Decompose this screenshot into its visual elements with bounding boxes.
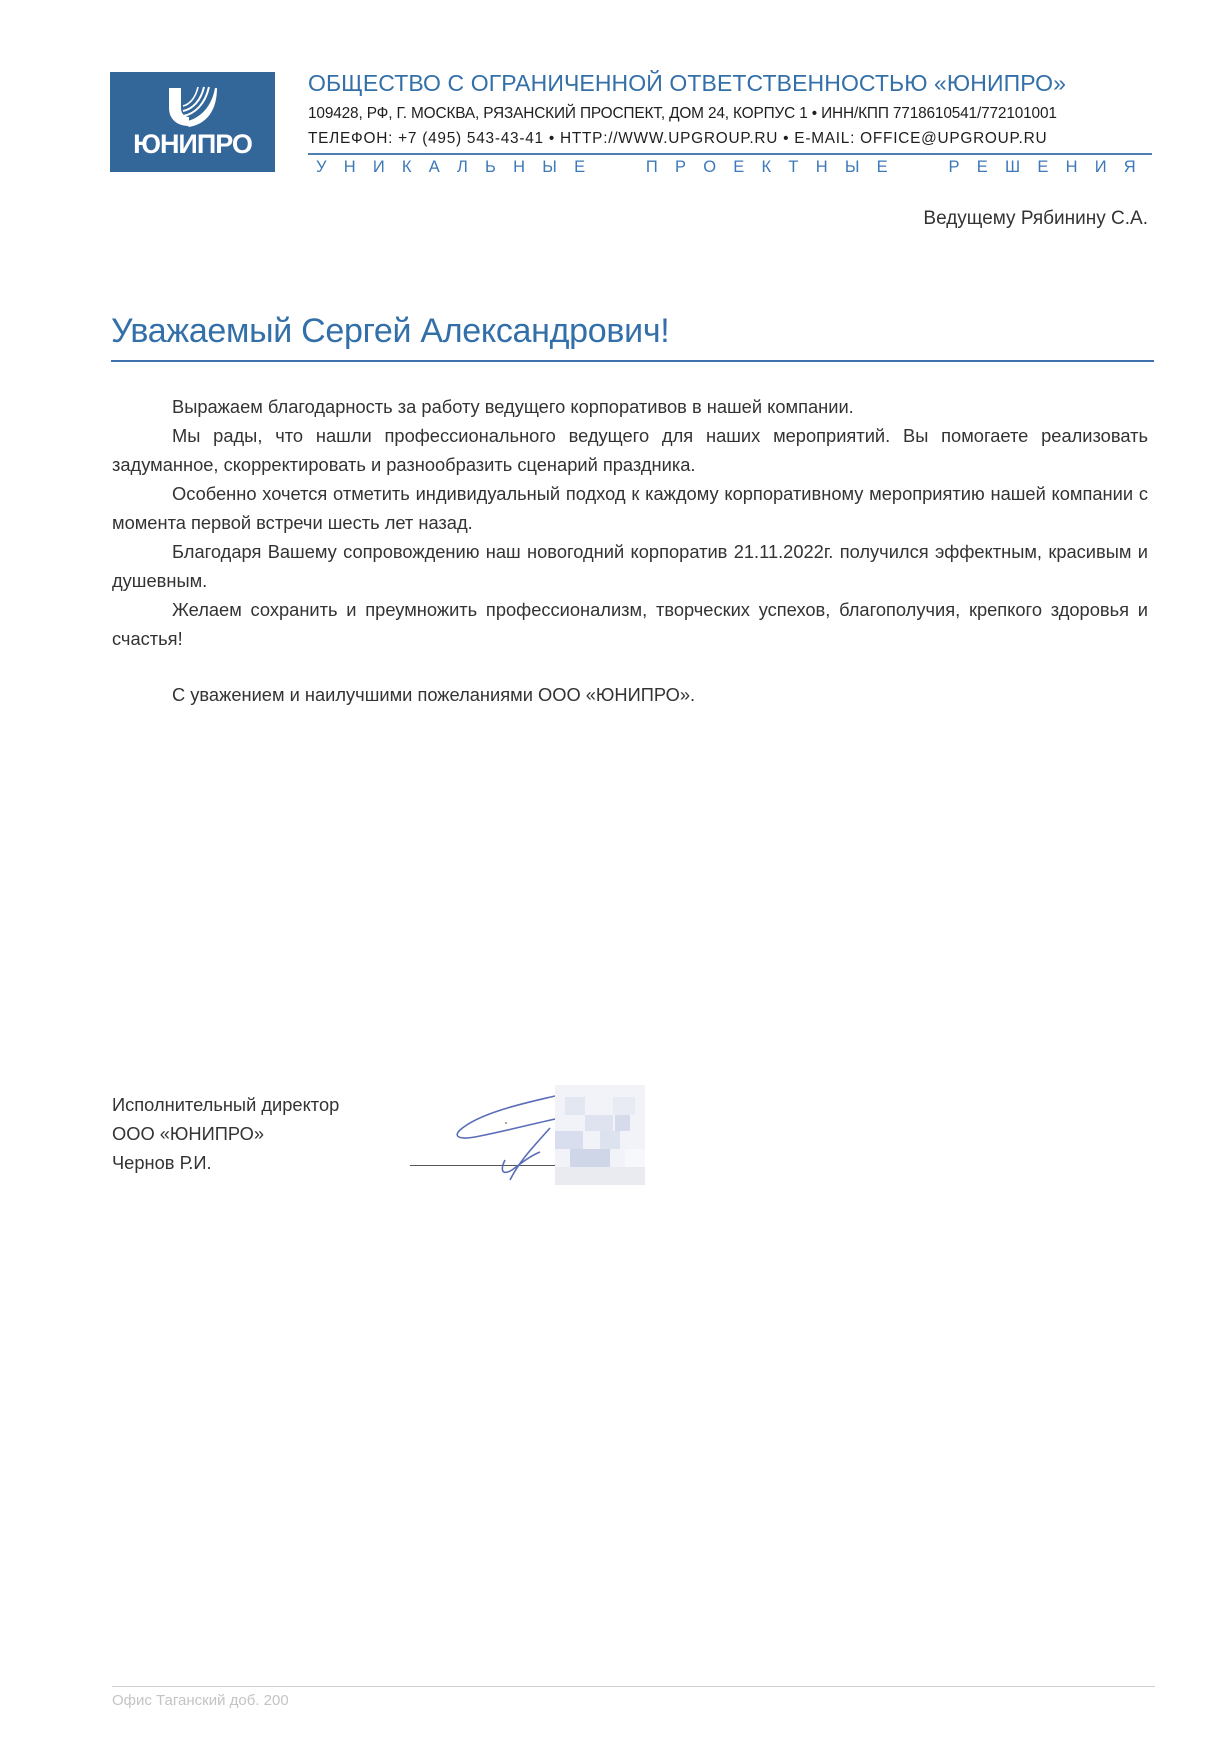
footer-divider <box>112 1686 1155 1687</box>
letter-body <box>112 392 1148 653</box>
signatory-company: ООО «ЮНИПРО» <box>112 1123 265 1144</box>
tagline-letter: К <box>401 158 412 176</box>
body-paragraph: Благодаря Вашему сопровождению наш новогодний корпоратив 21.11.2022г. получился эффектным, красивым и душевным. <box>112 541 1148 591</box>
body-paragraph: Выражаем благодарность за работу ведущего корпоративов в нашей компании. <box>172 396 854 417</box>
tagline-letter: Е <box>976 158 988 176</box>
header-divider <box>308 153 1152 155</box>
tagline-letter: Е <box>1037 158 1049 176</box>
tagline-letter: Р <box>675 158 687 176</box>
tagline-letter: Т <box>788 158 799 176</box>
logo-wordmark: ЮНИПРО <box>133 129 252 159</box>
addressee: Ведущему Рябинину С.А. <box>923 208 1148 229</box>
tagline-letter: Н <box>343 158 356 176</box>
tagline-letter: Н <box>1065 158 1078 176</box>
tagline-letter: Н <box>815 158 828 176</box>
body-paragraph: Желаем сохранить и преумножить профессионализм, творческих успехов, благополучия, крепкого здоровья и счастья! <box>112 599 1148 649</box>
tagline-letter <box>602 158 607 177</box>
unipro-emblem-icon <box>167 84 219 128</box>
footer-office-note: Офис Таганский доб. 200 <box>112 1692 289 1709</box>
tagline-letter: Ы <box>844 158 860 176</box>
redacted-stamp-area <box>555 1085 645 1185</box>
company-name: ОБЩЕСТВО С ОГРАНИЧЕННОЙ ОТВЕТСТВЕННОСТЬЮ «ЮНИПРО» <box>308 70 1067 96</box>
greeting-heading: Уважаемый Сергей Александрович! <box>111 312 670 350</box>
company-address: 109428, РФ, Г. МОСКВА, РЯЗАНСКИЙ ПРОСПЕКТ, ДОМ 24, КОРПУС 1 • ИНН/КПП 7718610541/772101001 <box>308 105 1057 122</box>
tagline-letter: Ш <box>1004 158 1021 176</box>
tagline-letter: Ы <box>542 158 557 176</box>
signatory-title: Исполнительный директор <box>112 1094 340 1115</box>
tagline-letter <box>624 158 629 177</box>
tagline-letter <box>927 158 932 177</box>
tagline-letter: А <box>428 158 440 176</box>
company-tagline <box>316 158 1136 177</box>
tagline-letter: И <box>1094 158 1107 176</box>
tagline-letter: О <box>703 158 717 176</box>
tagline-letter: Л <box>457 158 468 176</box>
tagline-letter: Е <box>733 158 745 176</box>
body-paragraph: Особенно хочется отметить индивидуальный подход к каждому корпоративному мероприятию нашей компании с момента первой встречи шесть лет назад. <box>112 483 1148 533</box>
tagline-letter: У <box>316 158 327 176</box>
tagline-letter <box>905 158 910 177</box>
tagline-letter: И <box>372 158 385 176</box>
company-contacts: ТЕЛЕФОН: +7 (495) 543-43-41 • HTTP://WWW.UPGROUP.RU • E-MAIL: OFFICE@UPGROUP.RU <box>308 130 1048 147</box>
tagline-letter: Е <box>876 158 888 176</box>
greeting-divider <box>111 360 1154 362</box>
tagline-letter: Е <box>574 158 586 176</box>
signatory-block <box>112 1090 339 1177</box>
tagline-letter: Н <box>513 158 526 176</box>
tagline-letter: К <box>761 158 772 176</box>
handwritten-signature <box>450 1090 570 1190</box>
signatory-name: Чернов Р.И. <box>112 1152 212 1173</box>
tagline-letter: Ь <box>485 158 496 176</box>
closing-line: С уважением и наилучшими пожеланиями ООО «ЮНИПРО». <box>172 684 696 705</box>
tagline-letter: Р <box>948 158 960 176</box>
company-logo <box>110 72 275 172</box>
tagline-letter: П <box>645 158 658 176</box>
tagline-letter: Я <box>1123 158 1136 176</box>
body-paragraph: Мы рады, что нашли профессионального ведущего для наших мероприятий. Вы помогаете реализовать задуманное, скорректировать и разнообразить сценарий праздника. <box>112 425 1148 475</box>
